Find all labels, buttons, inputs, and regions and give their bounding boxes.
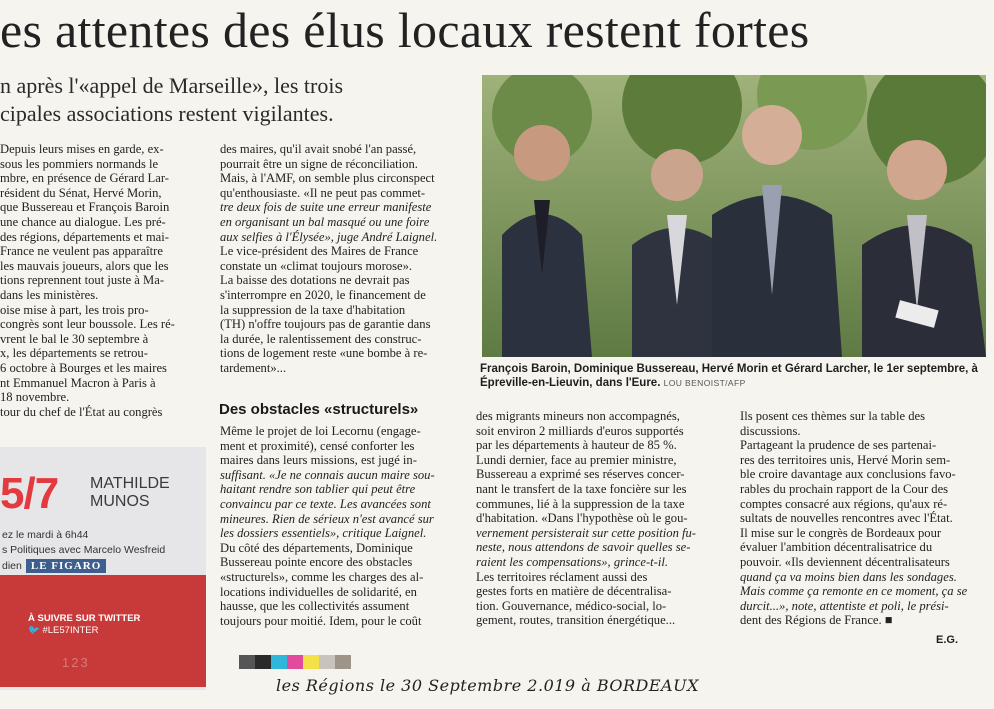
col2-line: constate un «climat toujours morose».	[220, 258, 413, 273]
col1-line: nt Emmanuel Macron à Paris à	[0, 375, 156, 390]
col4-line: res des territoires unis, Hervé Morin sem-	[740, 452, 951, 467]
col2b-line: haitant rendre son tablier qui peut être	[220, 482, 416, 497]
col1-line: vrent le bal le 30 septembre à	[0, 331, 149, 346]
col1-line: dans les ministères.	[0, 287, 99, 302]
col4-line: dent des Régions de France. ■	[740, 613, 893, 628]
article-column-2-continued	[220, 424, 480, 628]
col2b-line: «structurels», comme les charges des al-	[220, 569, 424, 584]
col2-line: la durée, le ralentissement des construc-	[220, 331, 422, 346]
col2-line: tre deux fois de suite une erreur manifeste	[220, 200, 432, 215]
col2-line: des maires, qu'il avait snobé l'an passé,	[220, 142, 417, 156]
article-column-1	[0, 142, 206, 419]
col2-line: s'interrompre en 2020, le financement de	[220, 287, 426, 302]
col3-line: par les départements à hauteur de 85 %.	[476, 438, 677, 453]
ad-host-name	[90, 475, 170, 511]
ad-twitter-handle: 🐦 #LE57INTER	[28, 625, 99, 636]
col2-line: Mais, à l'AMF, on semble plus circonspect	[220, 171, 435, 186]
ad-program: s Politiques avec Marcelo Wesfreid	[2, 544, 166, 556]
col2-line: tions de logement reste «une bombe à re-	[220, 346, 428, 361]
col3-line: tion. Gouvernance, médico-social, lo-	[476, 598, 667, 613]
col4-line: quand ça va moins bien dans les sondages.	[740, 569, 957, 584]
subheadline	[0, 72, 480, 128]
col1-line: les mauvais joueurs, alors que les	[0, 258, 169, 273]
col1-line: Depuis leurs mises en garde, ex-	[0, 142, 164, 156]
col3-line: des migrants mineurs non accompagnés,	[476, 409, 680, 423]
col2b-line: locations individuelles de solidarité, en	[220, 584, 417, 599]
col1-line: que Bussereau et François Baroin	[0, 200, 170, 215]
color-swatch	[255, 655, 271, 669]
color-swatch	[239, 655, 255, 669]
photo-credit: LOU BENOIST/AFP	[663, 378, 746, 388]
col1-line: résident du Sénat, Hervé Morin,	[0, 185, 162, 200]
col2b-line: les dossiers essentiels», critique Laignel.	[220, 526, 427, 541]
ad-twitter-label: À SUIVRE SUR TWITTER	[28, 613, 141, 624]
col4-line: rables du prochain rapport de la Cour des	[740, 481, 949, 496]
ad-partner	[2, 559, 106, 573]
col2b-line: Du côté des départements, Dominique	[220, 540, 413, 555]
col2-line: (TH) n'offre toujours pas de garantie dans	[220, 317, 431, 332]
col2-line: aux selfies à l'Élysée», juge André Laignel.	[220, 229, 438, 244]
col3-line: vernement persisterait sur cette position fu-	[476, 525, 697, 540]
col4-line: Mais comme ça remonte en ce moment, ça se	[740, 584, 968, 599]
subhead-line-2: cipales associations restent vigilantes.	[0, 101, 334, 126]
col4-line: Ils posent ces thèmes sur la table des	[740, 409, 926, 423]
ad-host-first: MATHILDE	[90, 475, 170, 492]
ad-schedule: ez le mardi à 6h44	[2, 529, 89, 541]
col4-line: durcit...», note, attentiste et poli, le prési-	[740, 598, 949, 613]
col3-line: neste, nous attendons de savoir quelles se-	[476, 540, 691, 555]
col1-line: x, les départements se retrou-	[0, 346, 148, 361]
article-column-3	[476, 409, 724, 628]
col2b-line: suffisant. «Je ne connais aucun maire sou-	[220, 467, 435, 482]
author-signature: E.G.	[936, 634, 959, 646]
col3-line: Bussereau a exprimé ses réserves concer-	[476, 467, 685, 482]
radio-advertisement	[0, 447, 206, 690]
col1-line: 6 octobre à Bourges et les maires	[0, 360, 167, 375]
photo-caption	[480, 362, 990, 390]
photo-illustration	[482, 75, 986, 357]
ad-time-logo: 5/7	[0, 469, 59, 518]
col2-line: tardement»...	[220, 360, 287, 375]
col1-line: 18 novembre.	[0, 390, 70, 405]
col1-line: sous les pommiers normands le	[0, 156, 159, 171]
article-column-4	[740, 409, 988, 628]
ad-page-number: 123	[62, 655, 90, 670]
col3-line: nant le transfert de la taxe foncière sur les	[476, 481, 687, 496]
col3-line: gestes forts en matière de décentralisa-	[476, 584, 672, 599]
color-swatch	[335, 655, 351, 669]
col2b-line: mineures. Rien de sérieux n'est avancé sur	[220, 511, 434, 526]
le-figaro-logo: LE FIGARO	[26, 559, 106, 573]
handwritten-note: les Régions le 30 Septembre 2.019 à BORDEAUX	[276, 676, 699, 695]
col3-line: Lundi dernier, face au premier ministre,	[476, 452, 677, 467]
col4-line: évaluer l'ambition décentralisatrice du	[740, 540, 933, 555]
col3-line: raient les compensations», grince-t-il.	[476, 554, 669, 569]
section-subtitle: Des obstacles «structurels»	[219, 401, 419, 418]
col1-line: tions reprennent tout juste à Ma-	[0, 273, 165, 288]
col1-line: France ne veulent pas apparaître	[0, 244, 163, 259]
col3-line: gement, routes, transition énergétique...	[476, 613, 676, 628]
col2b-line: hausse, que les collectivités assument	[220, 599, 410, 614]
col2-line: pourrait être un signe de réconciliation.	[220, 156, 418, 171]
col2b-line: toujours pour moitié. Idem, pour le coût	[220, 613, 422, 628]
col3-line: soit environ 2 milliards d'euros supportés	[476, 423, 684, 438]
news-photo	[482, 75, 986, 357]
col4-line: sultats de nouvelles rencontres avec l'État.	[740, 511, 953, 526]
col2b-line: Même le projet de loi Lecornu (engage-	[220, 424, 421, 438]
color-swatch	[303, 655, 319, 669]
ad-partner-text: dien	[2, 560, 22, 572]
col4-line: comptes consacré aux régions, qu'aux ré-	[740, 496, 948, 511]
col4-line: pouvoir. «Ils deviennent décentralisateurs	[740, 554, 950, 569]
col4-line: Il mise sur le congrès de Bordeaux pour	[740, 525, 942, 540]
col1-line: congrès sont leur boussole. Les ré-	[0, 317, 175, 332]
color-swatch	[287, 655, 303, 669]
color-swatch	[271, 655, 287, 669]
caption-text: François Baroin, Dominique Bussereau, Hervé Morin et Gérard Larcher, le 1er septembre, à Épreville-en-Lieuvin, dans l'Eure.	[480, 363, 978, 389]
col2-line: La baisse des dotations ne devrait pas	[220, 273, 410, 288]
article-column-2	[220, 142, 480, 376]
col2-line: en organisant un bal masqué ou une foire	[220, 214, 430, 229]
col2-line: qu'enthousiaste. «Il ne peut pas commet-	[220, 185, 426, 200]
headline: es attentes des élus locaux restent fortes	[0, 2, 810, 58]
col4-line: ble croire davantage aux conclusions favo-	[740, 467, 956, 482]
color-swatch	[319, 655, 335, 669]
print-color-bar	[239, 655, 351, 669]
subhead-line-1: n après l'«appel de Marseille», les trois	[0, 73, 344, 98]
col2b-line: convaincu par ce texte. Les avancées sont	[220, 496, 431, 511]
col1-line: des régions, départements et mai-	[0, 229, 169, 244]
col3-line: d'habitation. «Dans l'hypothèse où le gou-	[476, 511, 688, 526]
col1-line: une chance au dialogue. Les pré-	[0, 214, 166, 229]
col2b-line: Bussereau pointe encore des obstacles	[220, 555, 413, 570]
col1-line: mbre, en présence de Gérard Lar-	[0, 171, 169, 186]
col4-line: discussions.	[740, 423, 801, 438]
col2b-line: maires dans leurs missions, est jugé in-	[220, 453, 417, 468]
col1-line: oise mise à part, les trois pro-	[0, 302, 149, 317]
col3-line: Les territoires réclament aussi des	[476, 569, 648, 584]
ad-host-last: MUNOS	[90, 493, 150, 510]
col4-line: Partageant la prudence de ses partenai-	[740, 438, 937, 453]
col1-line: tour du chef de l'État au congrès	[0, 404, 163, 419]
col3-line: communes, lié à la suppression de la taxe	[476, 496, 685, 511]
col2b-line: ment et proximité), censé conforter les	[220, 438, 415, 453]
col2-line: Le vice-président des Maires de France	[220, 244, 419, 259]
col2-line: la suppression de la taxe d'habitation	[220, 302, 406, 317]
